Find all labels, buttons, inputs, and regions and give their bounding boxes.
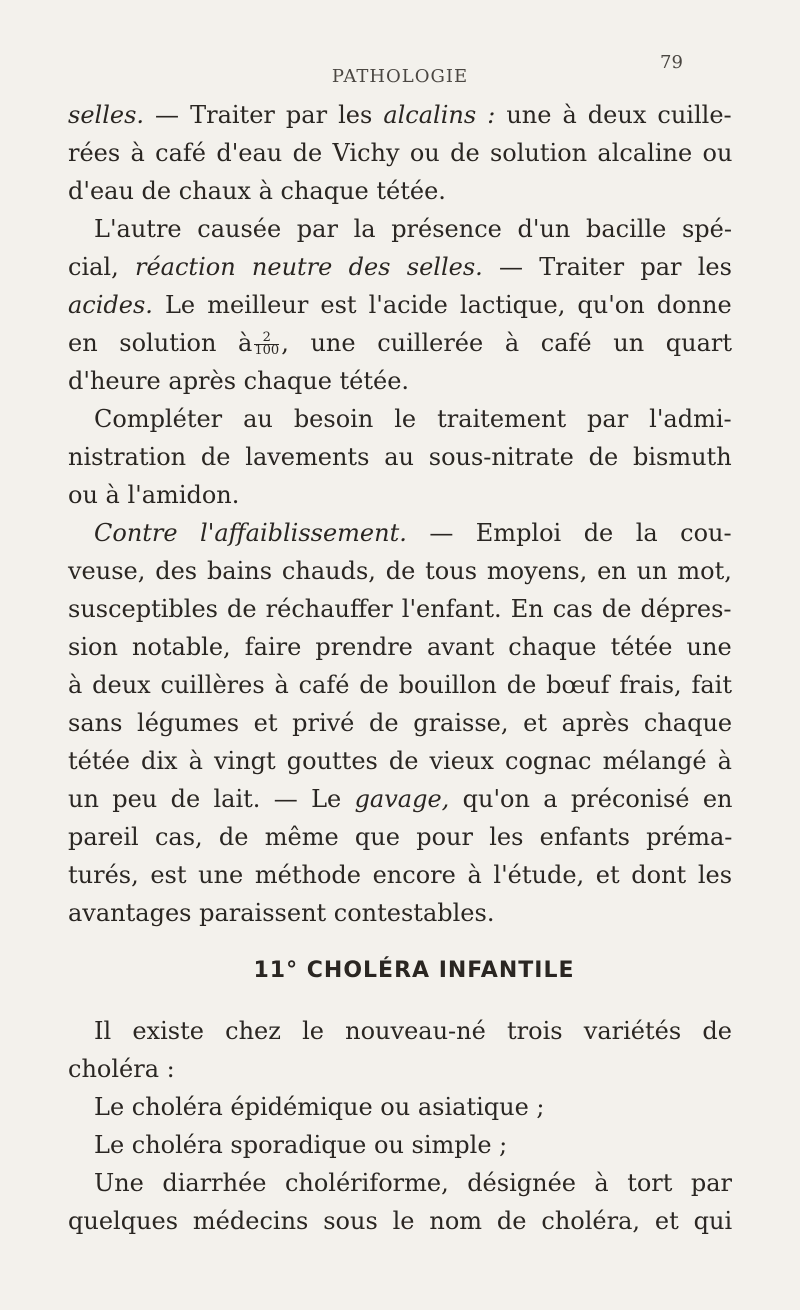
text-run: Il existe chez le nouveau-né trois variétés de bbox=[94, 1017, 732, 1045]
text-line bbox=[68, 172, 732, 210]
body-text bbox=[68, 96, 732, 1240]
text-run: avantages paraissent contestables. bbox=[68, 899, 495, 927]
text-run: — Traiter par les bbox=[144, 101, 384, 129]
text-run: tétée dix à vingt gouttes de vieux cognac mélangé à bbox=[68, 747, 732, 775]
italic-term: alcalins : bbox=[383, 101, 496, 129]
text-run: à deux cuillères à café de bouillon de bœuf frais, fait bbox=[68, 671, 732, 699]
text-word bbox=[68, 248, 732, 286]
text-word bbox=[94, 514, 732, 552]
text-line bbox=[68, 1050, 732, 1088]
text-run: sion notable, faire prendre avant chaque tétée une bbox=[68, 633, 732, 661]
text-run: une à deux cuille- bbox=[495, 101, 732, 129]
text-line bbox=[68, 894, 732, 932]
text-run: d'eau de chaux à chaque tétée. bbox=[68, 177, 446, 205]
italic-term: acides. bbox=[68, 291, 153, 319]
italic-term: réaction neutre des selles. bbox=[135, 253, 483, 281]
text-run: choléra : bbox=[68, 1055, 175, 1083]
text-run: qu'on a préconisé en bbox=[449, 785, 733, 813]
text-line bbox=[68, 286, 732, 324]
text-run: — Traiter par les bbox=[482, 253, 732, 281]
running-head: PATHOLOGIE bbox=[331, 66, 469, 87]
fraction bbox=[254, 332, 279, 357]
text-line bbox=[68, 210, 732, 248]
text-line bbox=[68, 134, 732, 172]
text-run: turés, est une méthode encore à l'étude, et dont les bbox=[68, 861, 733, 889]
text-word bbox=[68, 324, 732, 362]
text-run: susceptibles de réchauffer l'enfant. En cas de dépres- bbox=[68, 595, 732, 623]
text-run: en solution à bbox=[68, 329, 253, 357]
text-run: pareil cas, de même que pour les enfants préma- bbox=[68, 823, 733, 851]
fraction-numerator: 2 bbox=[254, 332, 279, 345]
text-line bbox=[68, 856, 732, 894]
text-line bbox=[68, 1088, 732, 1126]
italic-term: gavage, bbox=[354, 785, 450, 813]
text-line bbox=[68, 400, 732, 438]
fraction-denominator: 100 bbox=[254, 343, 280, 358]
text-run: Une diarrhée cholériforme, désignée à tort par bbox=[94, 1169, 733, 1197]
text-line bbox=[68, 438, 732, 476]
text-run: un peu de lait. — Le bbox=[68, 785, 355, 813]
text-run: quelques médecins sous le nom de choléra, et qui bbox=[68, 1207, 733, 1235]
text-run: nistration de lavements au sous-nitrate de bismuth bbox=[68, 443, 732, 471]
text-run: Compléter au besoin le traitement par l'admi- bbox=[94, 405, 732, 433]
text-line bbox=[68, 818, 732, 856]
text-run: — Emploi de la cou- bbox=[406, 519, 732, 547]
text-word bbox=[68, 286, 732, 324]
text-word bbox=[68, 96, 732, 134]
text-line bbox=[68, 1126, 732, 1164]
text-line bbox=[68, 780, 732, 818]
text-run: cial, bbox=[68, 253, 135, 281]
text-run: , une cuillerée à café un quart bbox=[281, 329, 733, 357]
text-run: ou à l'amidon. bbox=[68, 481, 240, 509]
text-line bbox=[68, 324, 732, 362]
text-line bbox=[68, 666, 732, 704]
text-line bbox=[68, 248, 732, 286]
italic-term: Contre l'affaiblissement. bbox=[94, 519, 407, 547]
text-line bbox=[68, 628, 732, 666]
text-line bbox=[68, 362, 732, 400]
text-run: Le choléra épidémique ou asiatique ; bbox=[94, 1093, 545, 1121]
section-heading: 11° CHOLÉRA INFANTILE bbox=[253, 958, 575, 983]
italic-term: selles. bbox=[68, 101, 145, 129]
text-run: d'heure après chaque tétée. bbox=[68, 367, 410, 395]
text-line bbox=[68, 704, 732, 742]
text-run: Le meilleur est l'acide lactique, qu'on donne bbox=[152, 291, 732, 319]
text-run: L'autre causée par la présence d'un bacille spé- bbox=[94, 215, 732, 243]
text-line bbox=[68, 742, 732, 780]
text-run: sans légumes et privé de graisse, et après chaque bbox=[68, 709, 733, 737]
text-line bbox=[68, 1202, 732, 1240]
text-run: rées à café d'eau de Vichy ou de solution alcaline ou bbox=[68, 139, 733, 167]
text-line bbox=[68, 1012, 732, 1050]
text-line bbox=[68, 1164, 732, 1202]
text-line bbox=[68, 590, 732, 628]
text-line bbox=[68, 552, 732, 590]
text-line bbox=[68, 476, 732, 514]
text-run: veuse, des bains chauds, de tous moyens, en un mot, bbox=[68, 557, 732, 585]
text-line bbox=[68, 514, 732, 552]
text-word bbox=[68, 780, 733, 818]
page-number: 79 bbox=[660, 52, 683, 73]
text-line bbox=[68, 96, 732, 134]
text-run: Le choléra sporadique ou simple ; bbox=[94, 1131, 508, 1159]
